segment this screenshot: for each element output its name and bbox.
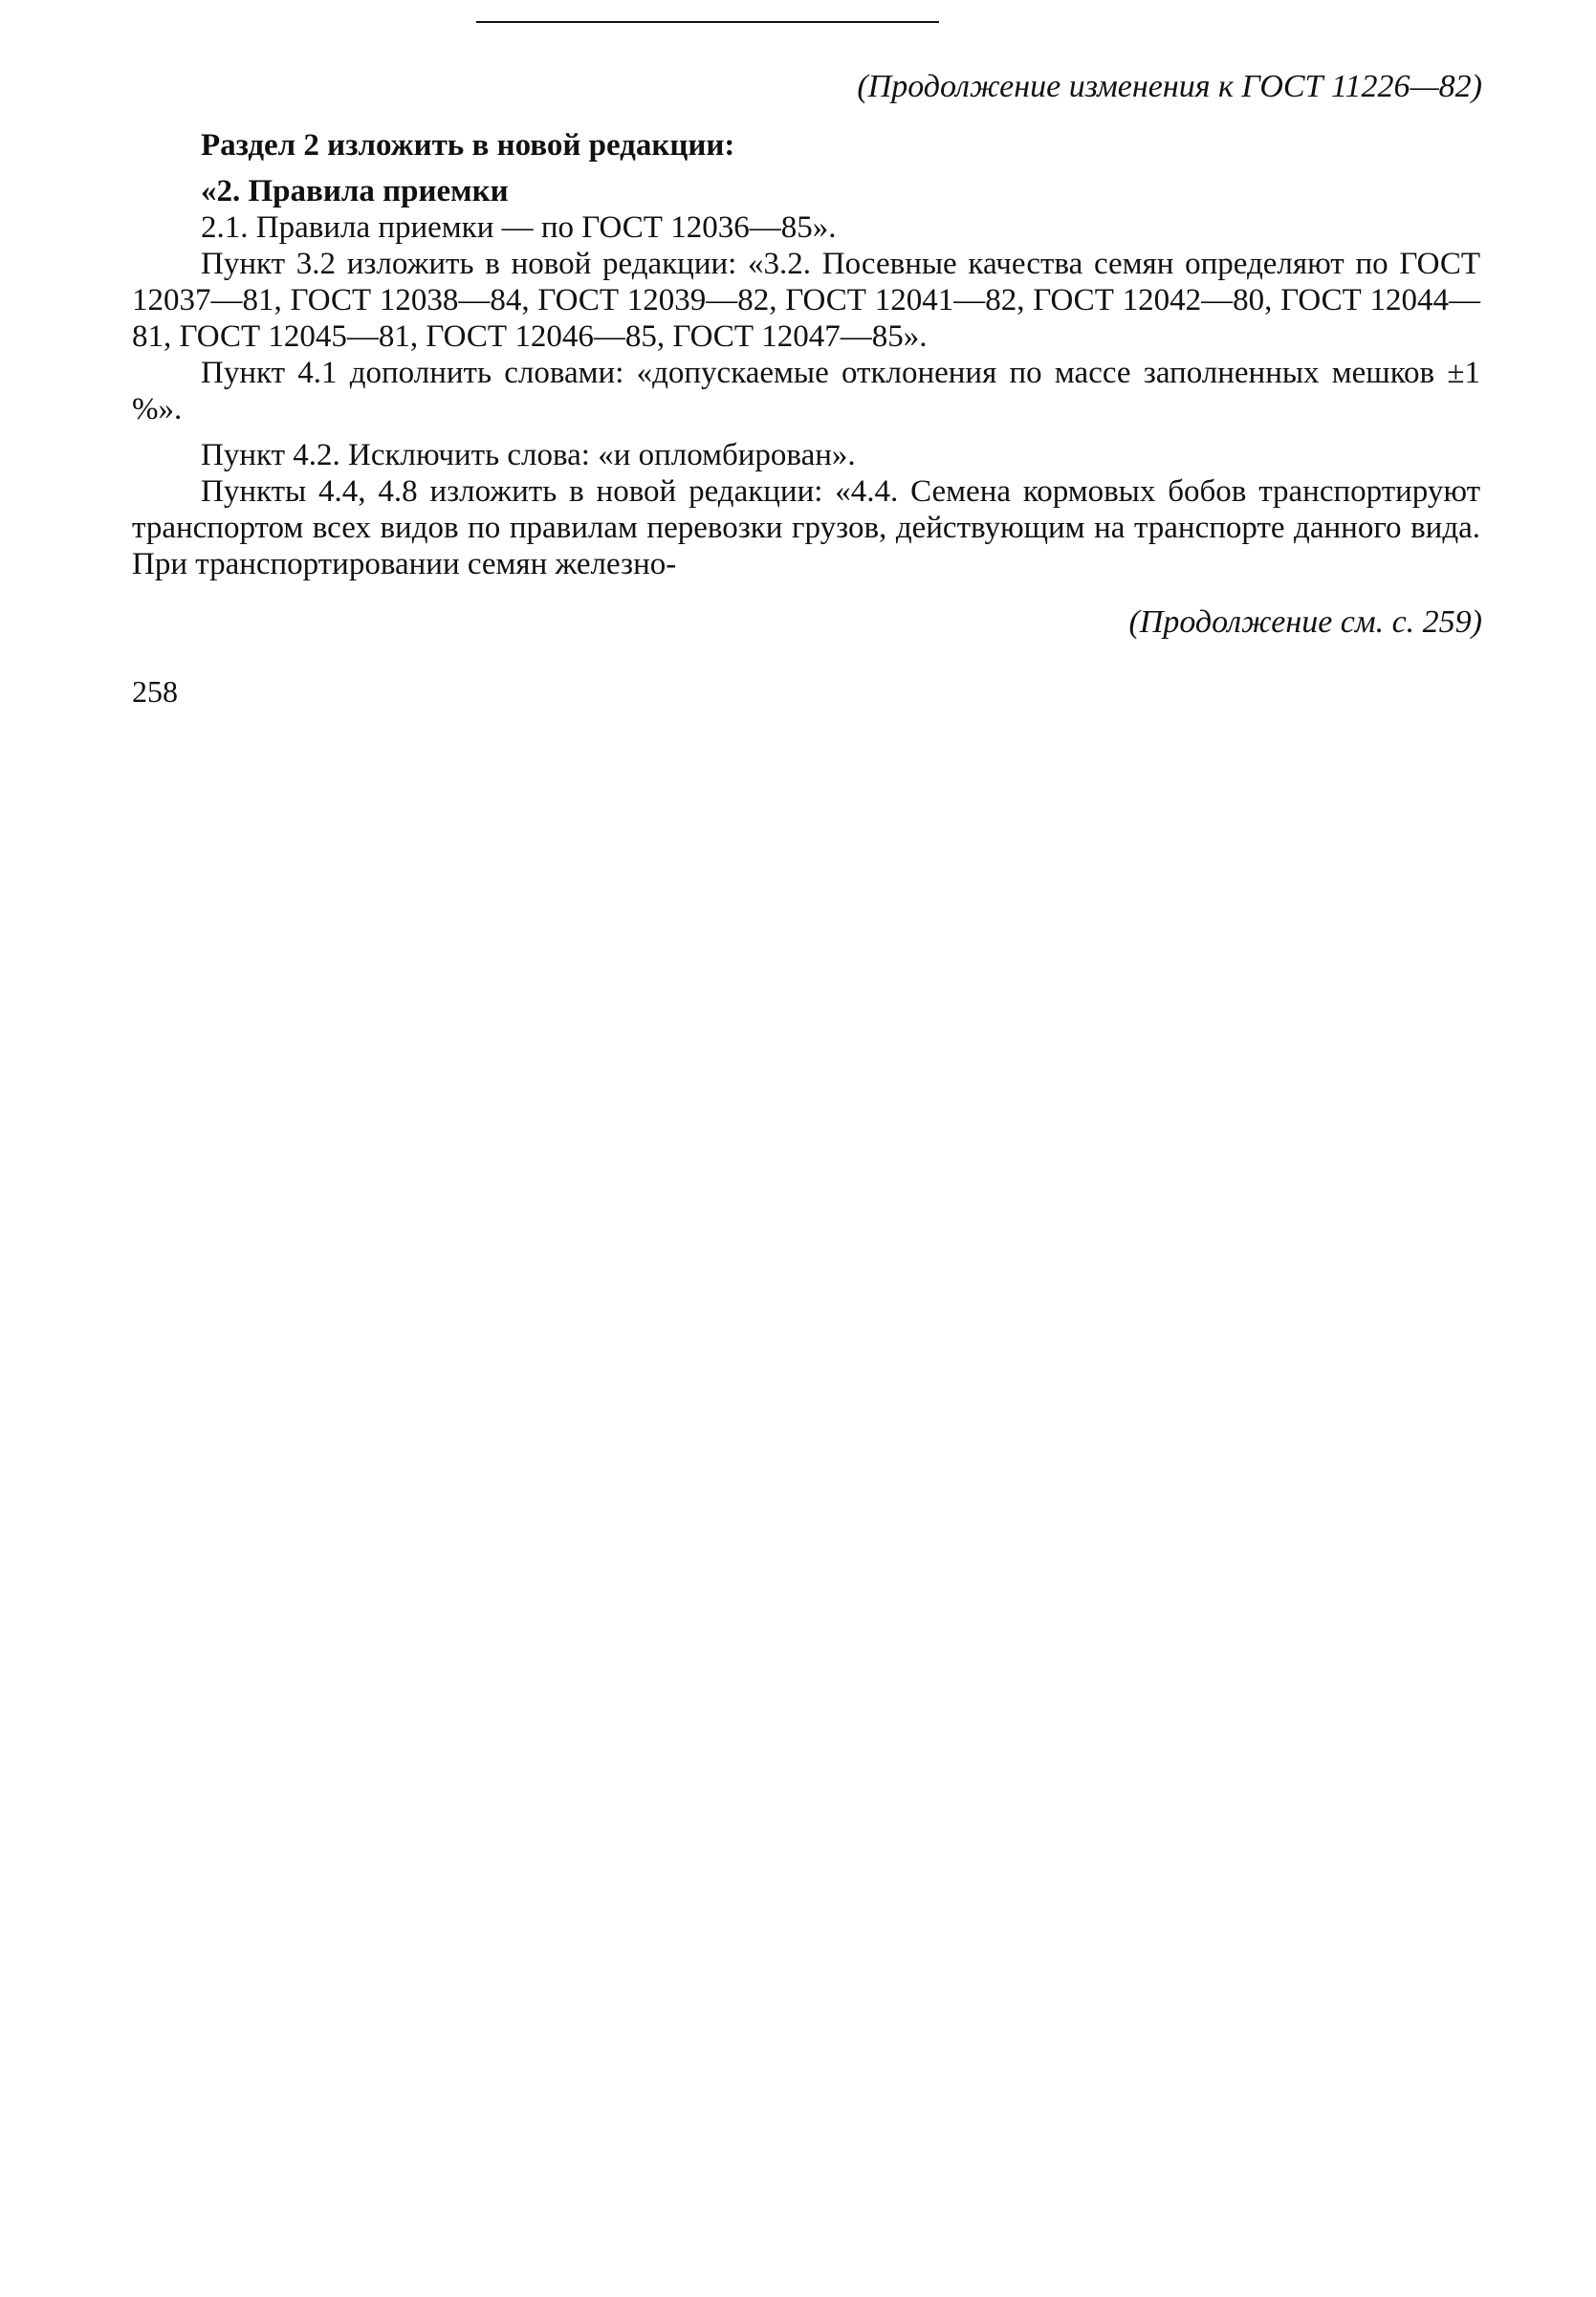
rules-title: «2. Правила приемки [201, 174, 509, 208]
paragraph-2-1: 2.1. Правила приемки — по ГОСТ 12036—85». [201, 210, 837, 245]
paragraph-4-1: Пункт 4.1 дополнить словами: «допускаемые отклонения по массе заполненных мешков ±1 %». [132, 356, 1480, 427]
page-number: 258 [132, 674, 178, 709]
top-rule-divider [476, 21, 939, 23]
continued-note: (Продолжение см. с. 259) [1128, 604, 1482, 640]
continuation-header: (Продолжение изменения к ГОСТ 11226—82) [857, 69, 1482, 104]
section-heading: Раздел 2 изложить в новой редакции: [201, 128, 735, 163]
paragraph-4-4: Пункты 4.4, 4.8 изложить в новой редакции: «4.4. Семена кормовых бобов транспортируют транспортом всех видов по правилам перевозки грузов, действующим на транспорте данного вида. При транспортировании семян железно- [132, 474, 1480, 581]
paragraph-3-2: Пункт 3.2 изложить в новой редакции: «3.2. Посевные качества семян определяют по ГОСТ 12037—81, ГОСТ 12038—84, ГОСТ 12039—82, ГОСТ 12041—82, ГОСТ 12042—80, ГОСТ 12044—81, ГОСТ 12045—81, ГОСТ 12046—85, ГОСТ 12047—85». [132, 247, 1480, 354]
paragraph-4-2: Пункт 4.2. Исключить слова: «и опломбирован». [201, 438, 856, 472]
document-body [132, 127, 1480, 582]
